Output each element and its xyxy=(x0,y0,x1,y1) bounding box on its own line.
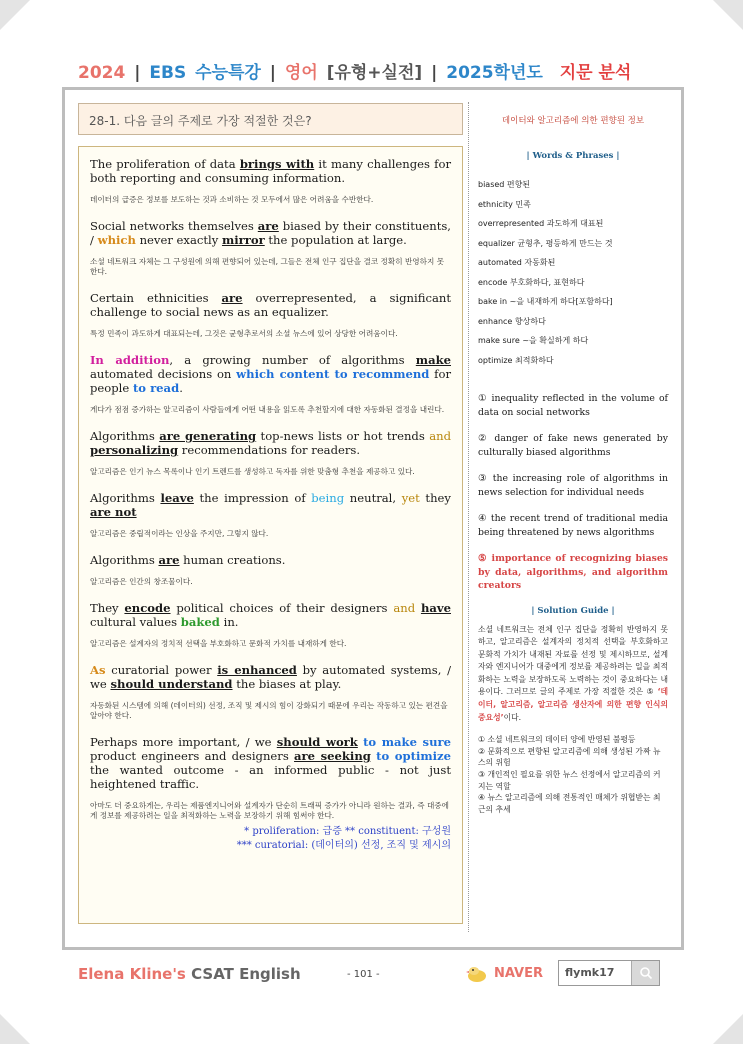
search-query: flymk17 xyxy=(565,966,615,979)
korean-option-3: ③ 개인적인 필요를 위한 뉴스 선정에서 알고리즘의 커지는 역할 xyxy=(478,770,661,791)
header-separator: | xyxy=(134,63,141,83)
vocab-item: bake in ~을 내재하게 하다[포함하다] xyxy=(478,297,613,306)
naver-icon xyxy=(466,965,488,983)
header-separator: | xyxy=(431,63,438,83)
translation-8: 알고리즘은 설계자의 정치적 선택을 부호화하고 문화적 가치를 내재하게 한다. xyxy=(90,639,347,648)
answer-option-4: ④ the recent trend of traditional media being threatened by news algorithms xyxy=(478,513,668,538)
translation-10: 아마도 더 중요하게는, 우리는 제품엔지니어와 설계자가 단순히 트래픽 증가가 아니라 원하는 결과, 즉 대중에게 정보를 제공하려는 일을 최적화하는 노력을 보장하기 위해 힘써야 한다. xyxy=(90,801,449,820)
translation-3: 특정 민족이 과도하게 대표되는데, 그것은 균형추로서의 소셜 뉴스에 있어 상당한 어려움이다. xyxy=(90,329,398,338)
solution-guide-heading: | Solution Guide | xyxy=(531,605,615,616)
korean-option-2: ② 문화적으로 편향된 알고리즘에 의해 생성된 가짜 뉴스의 위험 xyxy=(478,746,661,768)
translation-9: 자동화된 시스템에 의해 (데이터의) 선정, 조직 및 제시의 힘이 강화되기 때문에 우리는 작동하고 있는 편견을 알아야 한다. xyxy=(90,701,448,720)
sentence-1: The proliferation of data brings with it many challenges for both reporting and consuming information. xyxy=(90,157,451,185)
vocab-item: encode 부호화하다, 표현하다 xyxy=(478,277,585,287)
question-box: 28-1. 다음 글의 주제로 가장 적절한 것은? xyxy=(78,103,463,135)
answer-option-1: ① inequality reflected in the volume of data on social networks xyxy=(478,393,668,418)
sentence-5: Algorithms are generating top-news lists or hot trends and personalizing recommendations for readers. xyxy=(90,429,451,457)
vocabulary-list xyxy=(478,175,668,370)
vocab-item: overrepresented 과도하게 대표된 xyxy=(478,219,604,228)
content-frame xyxy=(62,87,684,950)
page-footer xyxy=(78,961,668,991)
translation-4: 게다가 점점 증가하는 알고리즘이 사람들에게 어떤 내용을 읽도록 추천할지에 대한 자동화된 결정을 내린다. xyxy=(90,405,445,414)
page-corner-top-left xyxy=(0,0,30,30)
page-corner-top-right xyxy=(713,0,743,30)
header-target-year: 2025학년도 xyxy=(446,63,543,83)
korean-options xyxy=(478,734,668,815)
vocab-item: optimize 최적화하다 xyxy=(478,355,554,365)
sentence-7: Algorithms are human creations. xyxy=(90,553,286,567)
sentence-8: They encode political choices of their designers and have cultural values baked in. xyxy=(90,601,451,629)
sentence-10: Perhaps more important, / we should work to make sure product engineers and designers are seeking to optimize the wanted outcome - an informed public - not just heightened traffic. xyxy=(90,735,452,791)
header-separator: | xyxy=(269,63,276,83)
sentence-3: Certain ethnicities are overrepresented, a significant challenge to social news as an equalizer. xyxy=(90,291,451,319)
vocab-item: biased 편향된 xyxy=(478,180,531,189)
header-year: 2024 xyxy=(78,63,126,83)
translation-2: 소셜 네트워크 자체는 그 구성원에 의해 편향되어 있는데, 그들은 전체 인구 집단을 결코 정확히 반영하지 못한다. xyxy=(90,257,445,276)
passage-box xyxy=(78,146,463,924)
vocab-item: automated 자동화된 xyxy=(478,258,556,267)
words-phrases-heading: | Words & Phrases | xyxy=(526,151,620,161)
header-book: 수능특강 xyxy=(195,63,261,83)
header-analysis: 지문 분석 xyxy=(559,63,632,83)
translation-5: 알고리즘은 인기 뉴스 목록이나 인기 트렌드를 생성하고 독자를 위한 맞춤형 추천을 제공하고 있다. xyxy=(90,467,415,476)
column-divider xyxy=(468,102,469,932)
translation-1: 데이터의 급증은 정보를 보도하는 것과 소비하는 것 모두에서 많은 어려움을 수반한다. xyxy=(90,195,374,204)
left-column xyxy=(78,103,463,924)
sentence-9: As curatorial power is enhanced by automated systems, / we should understand the biases at play. xyxy=(90,663,451,691)
header-type: [유형+실전] xyxy=(326,63,423,83)
translation-6: 알고리즘은 중립적이라는 인상을 주지만, 그렇지 않다. xyxy=(90,529,269,538)
footnote-1: * proliferation: 급증 ** constituent: 구성원 xyxy=(244,826,451,837)
right-column xyxy=(478,114,668,815)
page-number: - 101 - xyxy=(347,969,380,980)
vocab-item: enhance 향상하다 xyxy=(478,316,546,326)
korean-option-4: ④ 뉴스 알고리즘에 의해 전통적인 매체가 위협받는 최근의 추세 xyxy=(478,793,661,814)
translation-7: 알고리즘은 인간의 창조물이다. xyxy=(90,577,193,586)
naver-search-box[interactable] xyxy=(558,960,660,986)
search-icon[interactable] xyxy=(631,961,659,985)
header-subject: 영어 xyxy=(284,63,318,83)
sentence-6: Algorithms leave the impression of being neutral, yet they are not xyxy=(90,491,451,519)
solution-text: 소셜 네트워크는 전체 인구 집단을 정확히 반영하지 못하고, 알고리즘은 설계자의 정치적 선택을 부호화하고 문화적 가치가 내재된 자료를 선정 및 제시하므로, 설계자와 엔지니어가 대중에게 정보를 제공하려는 일을 최적화하는 노력을 보장하도록 노력하는 것이 중요하다는 내용이다. 그러므로 글의 주제로 가장 적절한 것은 ⑤ ‘데이터, 알고리즘, 알고리즘 생산자에 의한 편향 인식의 중요성’이다. xyxy=(478,624,668,722)
topic-title: 데이터와 알고리즘에 의한 편향된 정보 xyxy=(501,116,645,126)
page-header xyxy=(78,58,668,84)
vocab-item: make sure ~을 확실하게 하다 xyxy=(478,336,589,345)
page-corner-bottom-left xyxy=(0,1014,30,1044)
answer-option-5-correct: ⑤ importance of recognizing biases by data, algorithms, and algorithm creators xyxy=(478,553,668,591)
sentence-4: In addition, a growing number of algorithms make automated decisions on which content to recommend for people to read. xyxy=(90,353,451,395)
vocab-item: ethnicity 민족 xyxy=(478,199,531,209)
footnote-2: *** curatorial: (데이터의) 선정, 조직 및 제시의 xyxy=(236,840,451,851)
sentence-2: Social networks themselves are biased by their constituents, / which never exactly mirror the population at large. xyxy=(90,219,451,247)
vocab-item: equalizer 균형추, 평등하게 만드는 것 xyxy=(478,238,613,248)
answer-option-2: ② danger of fake news generated by culturally biased algorithms xyxy=(478,433,668,458)
korean-option-1: ① 소셜 네트워크의 데이터 양에 반영된 불평등 xyxy=(478,735,636,745)
brand-name: Elena Kline's CSAT English xyxy=(78,965,301,983)
page-corner-bottom-right xyxy=(713,1014,743,1044)
naver-label: NAVER xyxy=(494,966,544,981)
header-ebs: EBS xyxy=(149,63,187,83)
answer-option-3: ③ the increasing role of algorithms in news selection for individual needs xyxy=(478,473,668,498)
